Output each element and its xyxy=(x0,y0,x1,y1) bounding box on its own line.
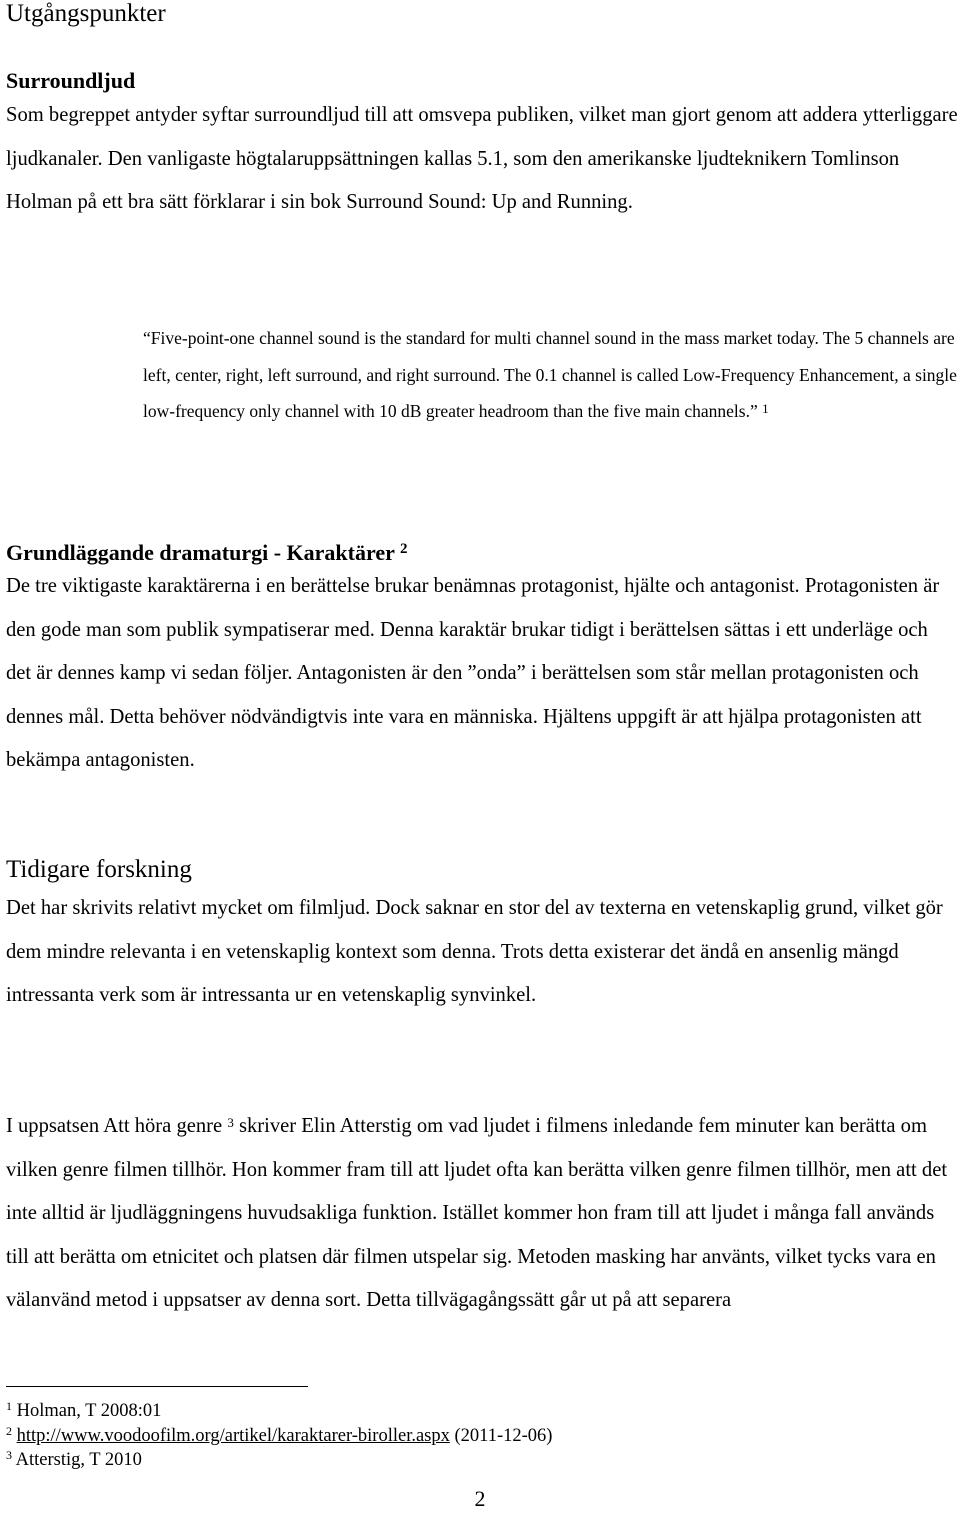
paragraph-forskning-2-rest: skriver Elin Atterstig om vad ljudet i filmens inledande fem minuter kan berätta om vilken genre filmen tillhör. Hon kommer fram till att ljudet ofta kan berätta vilken genre filmen tillhör, men att det inte alltid är ljudläggningens huvudsakliga funktion. Istället kommer hon fram till att ljudet i många fall används till att berätta om etnicitet och platsen där filmen utspelar sig. Metoden masking har använts, vilket tycks vara en välanvänd metod i uppsatser av denna sort. Detta tillvägagångssätt går ut på att separera xyxy=(6,1115,948,1312)
heading-tidigare-forskning: Tidigare forskning xyxy=(6,856,192,883)
paragraph-surroundljud: Som begreppet antyder syftar surroundljud till att omsvepa publiken, vilket man gjort genom att addera ytterliggare ljudkanaler. Den vanligaste högtalaruppsättningen kallas 5.1, som den amerikanske ljudteknikern Tomlinson Holman på ett bra sätt förklarar i sin bok Surround Sound: Up and Running. xyxy=(6,104,958,214)
footnote-1 xyxy=(6,1399,552,1424)
footnote-1-text: Holman, T 2008:01 xyxy=(12,1401,162,1421)
footnote-1-number: 1 xyxy=(6,1399,12,1413)
paragraph-forskning-2-start: I uppsatsen Att höra genre xyxy=(6,1115,228,1137)
heading-utgangspunkter: Utgångspunkter xyxy=(6,0,166,27)
quote-open-mark: “ xyxy=(143,328,151,348)
quote-text: Five-point-one channel sound is the standard for multi channel sound in the mass market today. The 5 channels are left, center, right, left surround, and right surround. The 0.1 channel is called Low-Frequency Enhancement, a single low-frequency only channel with 10 dB greater headroom than the five main channels. xyxy=(143,328,957,422)
paragraph-dramaturgi: De tre viktigaste karaktärerna i en berättelse brukar benämnas protagonist, hjälte och antagonist. Protagonisten är den gode man som publik sympatiserar med. Denna karaktär brukar tidigt i berättelsen sättas i ett underläge och det är dennes kamp vi sedan följer. Antagonisten är den ”onda” i berättelsen som står mellan protagonisten och dennes mål. Detta behöver nödvändigtvis inte vara en människa. Hjältens uppgift är att hjälpa protagonisten att bekämpa antagonisten. xyxy=(6,575,940,772)
quote-close-mark: ” xyxy=(749,401,758,422)
heading-dramaturgi xyxy=(6,540,407,566)
footnote-ref-2[interactable]: 2 xyxy=(399,541,408,558)
paragraph-forskning-2 xyxy=(6,1105,958,1323)
footnote-separator xyxy=(6,1386,308,1387)
footnote-2-number: 2 xyxy=(6,1423,12,1438)
heading-dramaturgi-text: Grundläggande dramaturgi - Karaktärer xyxy=(6,540,395,565)
paragraph-forskning-1: Det har skrivits relativt mycket om filmljud. Dock saknar en stor del av texterna en vetenskaplig grund, vilket gör dem mindre relevanta i en vetenskaplig kontext som denna. Trots detta existerar det ändå en ansenlig mängd intressanta verk som är intressanta ur en vetenskaplig synvinkel. xyxy=(6,897,943,1007)
heading-surroundljud: Surroundljud xyxy=(6,68,136,93)
footnotes xyxy=(6,1399,552,1473)
page-number: 2 xyxy=(474,1486,486,1511)
footnote-2-date: (2011-12-06) xyxy=(449,1425,553,1446)
block-quote-holman xyxy=(143,320,958,430)
footnote-3-number: 3 xyxy=(6,1448,12,1462)
footnote-3 xyxy=(6,1448,552,1473)
footnote-2-link[interactable]: http://www.voodoofilm.org/artikel/karaktarer-biroller.aspx xyxy=(16,1425,450,1446)
footnote-2 xyxy=(6,1424,552,1449)
footnote-ref-3[interactable]: 3 xyxy=(227,1115,234,1131)
footnote-3-text: Atterstig, T 2010 xyxy=(12,1450,142,1470)
footnote-ref-1[interactable]: 1 xyxy=(762,400,769,416)
